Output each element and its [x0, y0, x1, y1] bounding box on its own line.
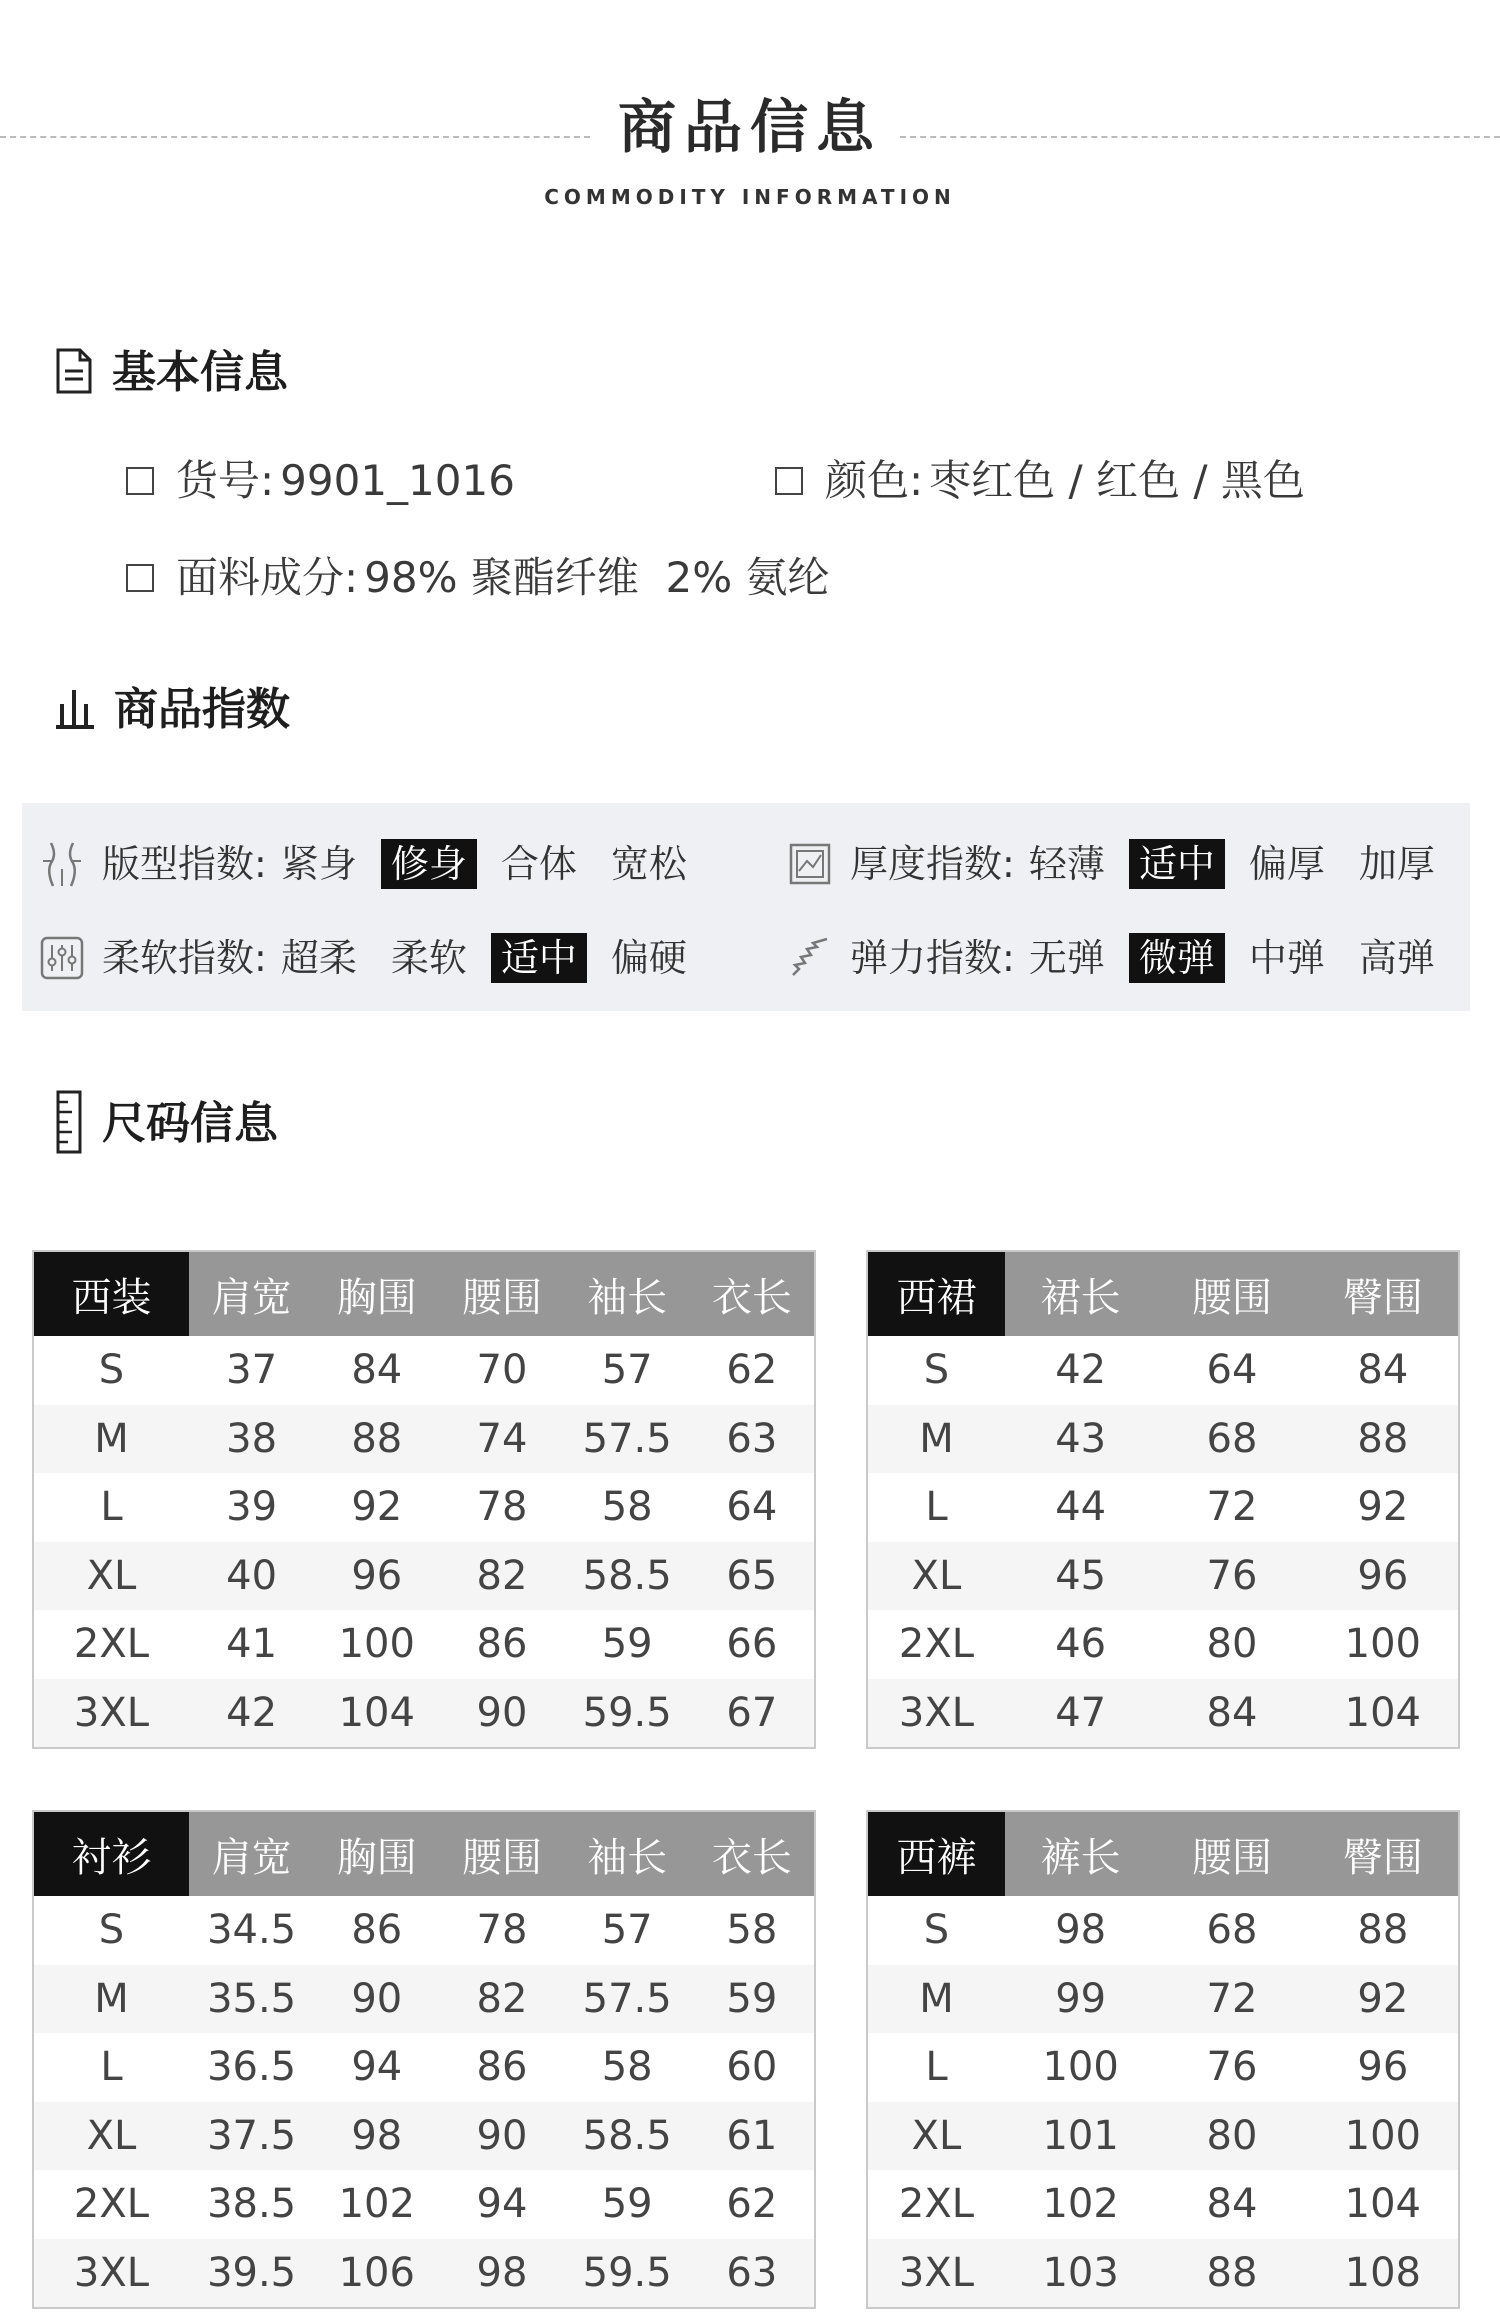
measurement-cell: 100: [1344, 1621, 1421, 1668]
measurement-cell: 96: [314, 1542, 439, 1611]
softness-option: 超柔: [280, 936, 357, 980]
size-cell: 2XL: [898, 2181, 975, 2228]
table-row: [33, 1405, 815, 1474]
measurement-cell: 46: [1055, 1621, 1107, 1668]
measurement-cell: 90: [314, 1965, 439, 2034]
thickness-icon: [784, 838, 836, 890]
section-basic-info: [54, 347, 288, 399]
measurement-cell: 57.5: [565, 1965, 690, 2034]
measurement-cell: 59: [601, 2181, 653, 2228]
measurement-cell: 84: [1156, 1679, 1307, 1749]
measurement-cell: 98: [314, 2102, 439, 2171]
measurement-cell: 34.5: [207, 1907, 297, 1954]
table-row: [867, 2102, 1459, 2171]
measurement-cell: 104: [1344, 2181, 1421, 2228]
measurement-cell: 58: [601, 2044, 653, 2091]
thickness-index-label: 厚度指数:: [850, 842, 1015, 886]
measurement-cell: 88: [1357, 1907, 1409, 1954]
size-cell: S: [923, 1347, 950, 1394]
measurement-cell: 104: [314, 1679, 439, 1749]
measurement-cell: 68: [1206, 1907, 1258, 1954]
fit-option: 宽松: [610, 842, 687, 886]
size-cell: S: [923, 1907, 950, 1954]
size-cell: 3XL: [33, 2239, 189, 2309]
ruler-icon: [54, 1090, 84, 1158]
measurement-cell: 84: [1206, 2181, 1258, 2228]
measurement-cell: 88: [1156, 2239, 1307, 2309]
table-row: [33, 2033, 815, 2102]
size-cell: 2XL: [898, 1621, 975, 1668]
fit-option: 紧身: [280, 842, 357, 886]
measurement-cell: 94: [351, 2044, 403, 2091]
measurement-cell: 92: [1308, 1965, 1459, 2034]
softness-index-label: 柔软指数:: [102, 936, 267, 980]
measurement-cell: 39: [226, 1484, 278, 1531]
table-row: [867, 1896, 1459, 1965]
thickness-option: 加厚: [1358, 842, 1435, 886]
softness-option-selected: 适中: [491, 933, 587, 983]
measurement-cell: 100: [338, 1621, 415, 1668]
index-softness: [36, 932, 711, 984]
measurement-cell: 72: [1206, 1484, 1258, 1531]
table-row: [867, 2033, 1459, 2102]
elasticity-option-selected: 微弹: [1129, 933, 1225, 983]
softness-option: 柔软: [390, 936, 467, 980]
softness-option: 偏硬: [610, 936, 687, 980]
size-cell: S: [98, 1907, 125, 1954]
measurement-cell: 42: [189, 1679, 314, 1749]
size-cell: XL: [867, 2102, 1005, 2171]
bar-chart-icon: [54, 686, 96, 734]
measurement-cell: 64: [1206, 1347, 1258, 1394]
table-header-cell: 袖长: [565, 1811, 690, 1896]
measurement-cell: 76: [1156, 1542, 1307, 1611]
measurement-cell: 94: [476, 2181, 528, 2228]
size-cell: M: [33, 1405, 189, 1474]
measurement-cell: 59: [690, 1965, 815, 2034]
size-cell: 2XL: [73, 1621, 150, 1668]
measurement-cell: 96: [1357, 2044, 1409, 2091]
measurement-cell: 58.5: [565, 1542, 690, 1611]
measurement-cell: 86: [351, 1907, 403, 1954]
measurement-cell: 59: [601, 1621, 653, 1668]
measurement-cell: 104: [1308, 1679, 1459, 1749]
measurement-cell: 108: [1308, 2239, 1459, 2309]
measurement-cell: 59.5: [565, 1679, 690, 1749]
table-row: [33, 1896, 815, 1965]
measurement-cell: 70: [476, 1347, 528, 1394]
measurement-cell: 36.5: [207, 2044, 297, 2091]
page-subtitle: COMMODITY INFORMATION: [544, 185, 956, 209]
measurement-cell: 82: [439, 1542, 564, 1611]
table-row: [33, 2170, 815, 2239]
checkbox-icon: [775, 467, 803, 495]
sliders-icon: [36, 932, 88, 984]
table-row: [867, 1336, 1459, 1405]
table-header-cell: 西裤: [867, 1811, 1005, 1896]
measurement-cell: 103: [1005, 2239, 1156, 2309]
info-fabric: [126, 553, 830, 602]
measurement-cell: 57: [601, 1907, 653, 1954]
section-indices: [54, 686, 290, 734]
measurement-cell: 58: [726, 1907, 778, 1954]
pants-table-body: [867, 1896, 1459, 2308]
measurement-cell: 40: [189, 1542, 314, 1611]
measurement-cell: 98: [439, 2239, 564, 2309]
measurement-cell: 61: [690, 2102, 815, 2171]
measurement-cell: 80: [1156, 2102, 1307, 2171]
size-cell: 3XL: [867, 2239, 1005, 2309]
table-row: [33, 2102, 815, 2171]
table-header-cell: 裙长: [1005, 1251, 1156, 1336]
index-fit: [36, 838, 711, 890]
measurement-cell: 63: [690, 1405, 815, 1474]
table-row: [867, 1405, 1459, 1474]
suit-size-table: [32, 1250, 816, 1749]
measurement-cell: 37: [226, 1347, 278, 1394]
measurement-cell: 80: [1206, 1621, 1258, 1668]
skirt-table-body: [867, 1336, 1459, 1748]
measurement-cell: 59.5: [565, 2239, 690, 2309]
measurement-cell: 92: [1357, 1484, 1409, 1531]
measurement-cell: 37.5: [189, 2102, 314, 2171]
document-icon: [54, 347, 94, 399]
fit-option: 合体: [500, 842, 577, 886]
size-cell: M: [867, 1965, 1005, 2034]
size-cell: M: [33, 1965, 189, 2034]
measurement-cell: 98: [1055, 1907, 1107, 1954]
section-heading: 商品指数: [114, 684, 290, 735]
measurement-cell: 67: [690, 1679, 815, 1749]
thickness-option-selected: 适中: [1129, 839, 1225, 889]
table-header-cell: 胸围: [314, 1811, 439, 1896]
table-header-row: [867, 1811, 1459, 1896]
shirt-size-table: [32, 1810, 816, 2309]
measurement-cell: 76: [1206, 2044, 1258, 2091]
info-item-number: [126, 456, 515, 505]
measurement-cell: 38: [189, 1405, 314, 1474]
measurement-cell: 88: [314, 1405, 439, 1474]
measurement-cell: 101: [1005, 2102, 1156, 2171]
table-row: [33, 1542, 815, 1611]
measurement-cell: 78: [476, 1907, 528, 1954]
pants-size-table: [866, 1810, 1460, 2309]
section-heading: 基本信息: [112, 347, 288, 398]
info-color: [775, 456, 1305, 505]
size-cell: L: [100, 2044, 123, 2091]
measurement-cell: 39.5: [189, 2239, 314, 2309]
elasticity-option: 无弹: [1028, 936, 1105, 980]
measurement-cell: 106: [314, 2239, 439, 2309]
table-header-cell: 衬衫: [33, 1811, 189, 1896]
item-number-label: 货号:: [176, 456, 275, 505]
suit-table-body: [33, 1336, 815, 1748]
color-label: 颜色:: [825, 456, 924, 505]
measurement-cell: 90: [439, 1679, 564, 1749]
measurement-cell: 84: [1357, 1347, 1409, 1394]
table-header-cell: 肩宽: [189, 1251, 314, 1336]
measurement-cell: 100: [1308, 2102, 1459, 2171]
table-header-cell: 胸围: [314, 1251, 439, 1336]
measurement-cell: 47: [1005, 1679, 1156, 1749]
measurement-cell: 62: [726, 2181, 778, 2228]
measurement-cell: 66: [726, 1621, 778, 1668]
fit-option-selected: 修身: [381, 839, 477, 889]
measurement-cell: 84: [351, 1347, 403, 1394]
measurement-cell: 43: [1005, 1405, 1156, 1474]
measurement-cell: 38.5: [207, 2181, 297, 2228]
measurement-cell: 58.5: [565, 2102, 690, 2171]
measurement-cell: 45: [1005, 1542, 1156, 1611]
size-cell: L: [100, 1484, 123, 1531]
measurement-cell: 44: [1055, 1484, 1107, 1531]
section-sizes: [54, 1090, 278, 1158]
measurement-cell: 58: [601, 1484, 653, 1531]
elasticity-option: 中弹: [1248, 936, 1325, 980]
measurement-cell: 60: [726, 2044, 778, 2091]
measurement-cell: 57.5: [565, 1405, 690, 1474]
measurement-cell: 41: [226, 1621, 278, 1668]
measurement-cell: 68: [1156, 1405, 1307, 1474]
table-header-row: [33, 1811, 815, 1896]
index-thickness: [784, 838, 1459, 890]
table-row: [33, 2239, 815, 2309]
fit-index-label: 版型指数:: [102, 842, 267, 886]
measurement-cell: 99: [1005, 1965, 1156, 2034]
table-header-cell: 西装: [33, 1251, 189, 1336]
measurement-cell: 35.5: [189, 1965, 314, 2034]
measurement-cell: 57: [601, 1347, 653, 1394]
table-header-cell: 袖长: [565, 1251, 690, 1336]
table-row: [867, 1473, 1459, 1542]
measurement-cell: 86: [476, 2044, 528, 2091]
measurement-cell: 82: [439, 1965, 564, 2034]
table-row: [867, 1610, 1459, 1679]
table-row: [33, 1473, 815, 1542]
size-cell: L: [925, 1484, 948, 1531]
table-header-cell: 臀围: [1308, 1251, 1459, 1336]
table-header-cell: 裤长: [1005, 1811, 1156, 1896]
table-header-cell: 衣长: [690, 1811, 815, 1896]
measurement-cell: 86: [476, 1621, 528, 1668]
table-row: [867, 1542, 1459, 1611]
index-elasticity: [784, 932, 1459, 984]
table-row: [867, 2170, 1459, 2239]
elasticity-option: 高弹: [1358, 936, 1435, 980]
measurement-cell: 72: [1156, 1965, 1307, 2034]
elasticity-index-label: 弹力指数:: [850, 936, 1015, 980]
table-row: [33, 1610, 815, 1679]
size-cell: 3XL: [33, 1679, 189, 1749]
size-cell: 3XL: [867, 1679, 1005, 1749]
measurement-cell: 102: [338, 2181, 415, 2228]
measurement-cell: 74: [439, 1405, 564, 1474]
measurement-cell: 100: [1042, 2044, 1119, 2091]
table-header-cell: 腰围: [439, 1251, 564, 1336]
thickness-option: 偏厚: [1248, 842, 1325, 886]
thickness-option: 轻薄: [1028, 842, 1105, 886]
table-header-row: [867, 1251, 1459, 1336]
table-row: [33, 1336, 815, 1405]
table-row: [33, 1679, 815, 1749]
table-header-cell: 腰围: [1156, 1811, 1307, 1896]
spring-icon: [784, 932, 836, 984]
table-header-cell: 肩宽: [189, 1811, 314, 1896]
page-title: 商品信息: [617, 93, 882, 161]
table-header-cell: 西裙: [867, 1251, 1005, 1336]
measurement-cell: 96: [1308, 1542, 1459, 1611]
measurement-cell: 65: [690, 1542, 815, 1611]
table-header-cell: 腰围: [1156, 1251, 1307, 1336]
checkbox-icon: [126, 467, 154, 495]
table-header-cell: 衣长: [690, 1251, 815, 1336]
table-header-cell: 腰围: [439, 1811, 564, 1896]
size-cell: XL: [33, 2102, 189, 2171]
size-cell: M: [867, 1405, 1005, 1474]
measurement-cell: 78: [476, 1484, 528, 1531]
color-value: 枣红色 / 红色 / 黑色: [929, 456, 1305, 505]
fabric-label: 面料成分:: [176, 553, 359, 602]
table-row: [33, 1965, 815, 2034]
size-cell: 2XL: [73, 2181, 150, 2228]
body-shape-icon: [36, 838, 88, 890]
item-number-value: 9901_1016: [280, 456, 515, 505]
table-row: [867, 2239, 1459, 2309]
measurement-cell: 92: [351, 1484, 403, 1531]
measurement-cell: 90: [439, 2102, 564, 2171]
measurement-cell: 102: [1042, 2181, 1119, 2228]
skirt-size-table: [866, 1250, 1460, 1749]
measurement-cell: 63: [690, 2239, 815, 2309]
measurement-cell: 42: [1055, 1347, 1107, 1394]
table-header-cell: 臀围: [1308, 1811, 1459, 1896]
table-row: [867, 1679, 1459, 1749]
fabric-value: 98% 聚酯纤维 2% 氨纶: [364, 553, 830, 602]
measurement-cell: 62: [726, 1347, 778, 1394]
measurement-cell: 64: [726, 1484, 778, 1531]
size-cell: XL: [867, 1542, 1005, 1611]
shirt-table-body: [33, 1896, 815, 2308]
size-cell: L: [925, 2044, 948, 2091]
table-header-row: [33, 1251, 815, 1336]
size-cell: XL: [33, 1542, 189, 1611]
section-heading: 尺码信息: [102, 1098, 278, 1149]
size-cell: S: [98, 1347, 125, 1394]
table-row: [867, 1965, 1459, 2034]
checkbox-icon: [126, 564, 154, 592]
measurement-cell: 88: [1308, 1405, 1459, 1474]
